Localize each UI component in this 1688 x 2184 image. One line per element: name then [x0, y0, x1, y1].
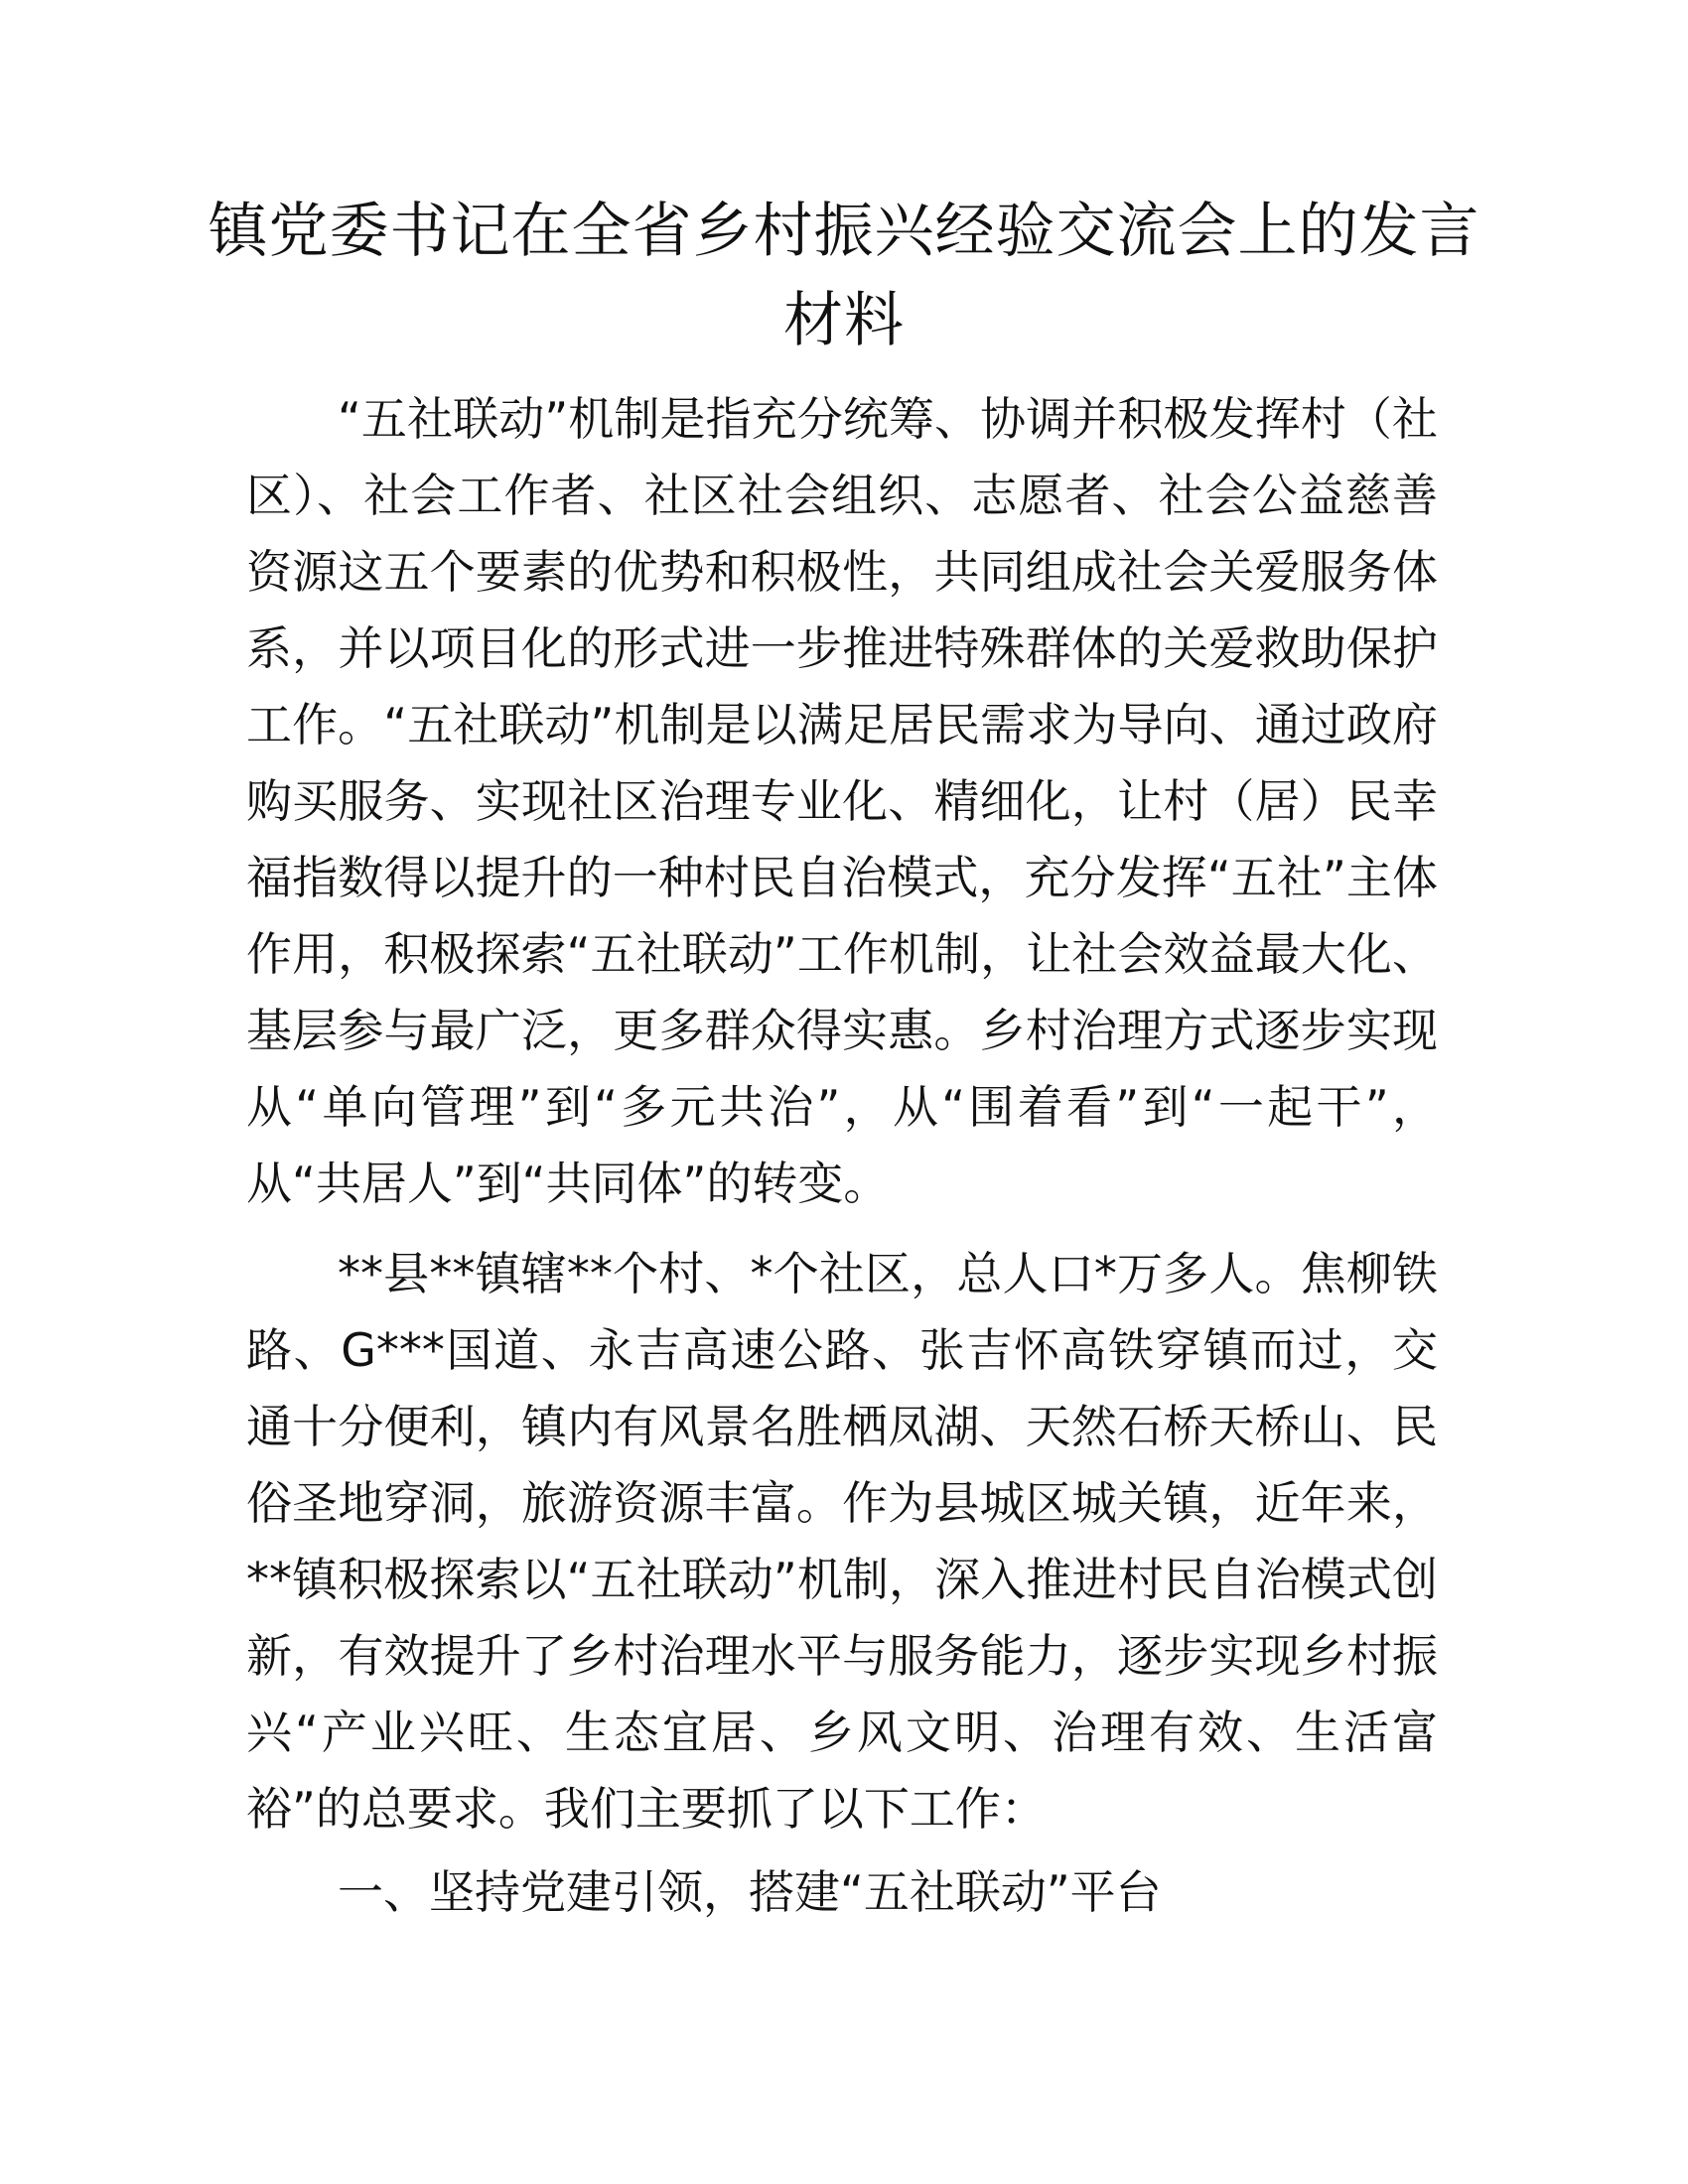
section-heading-1: 一、坚持党建引领，搭建“五社联动”平台 [338, 1865, 1162, 1919]
paragraph-town-overview: **县**镇辖**个村、*个社区，总人口*万多人。焦柳铁路、G***国道、永吉高速公路、张吉怀高铁穿镇而过，交通十分便利，镇内有风景名胜栖凤湖、天然石桥天桥山、民俗圣地穿洞，旅游资源丰富。作为县城区城关镇，近年来，**镇积极探索以“五社联动”机制，深入推进村民自治模式创新，有效提升了乡村治理水平与服务能力，逐步实现乡村振兴“产业兴旺、生态宜居、乡风文明、治理有效、生活富裕”的总要求。我们主要抓了以下工作： [246, 1247, 1438, 1836]
paragraph-mechanism-intro: “五社联动”机制是指充分统筹、协调并积极发挥村（社区）、社会工作者、社区社会组织、志愿者、社会公益慈善资源这五个要素的优势和积极性，共同组成社会关爱服务体系，并以项目化的形式进一步推进特殊群体的关爱救助保护工作。“五社联动”机制是以满足居民需求为导向、通过政府购买服务、实现社区治理专业化、精细化，让村（居）民幸福指数得以提升的一种村民自治模式，充分发挥“五社”主体作用，积极探索“五社联动”工作机制，让社会效益最大化、基层参与最广泛，更多群众得实惠。乡村治理方式逐步实现从“单向管理”到“多元共治”，从“围着看”到“一起干”，从“共居人”到“共同体”的转变。 [246, 392, 1438, 1210]
document-title: 镇党委书记在全省乡村振兴经验交流会上的发言材料 [208, 197, 1480, 355]
